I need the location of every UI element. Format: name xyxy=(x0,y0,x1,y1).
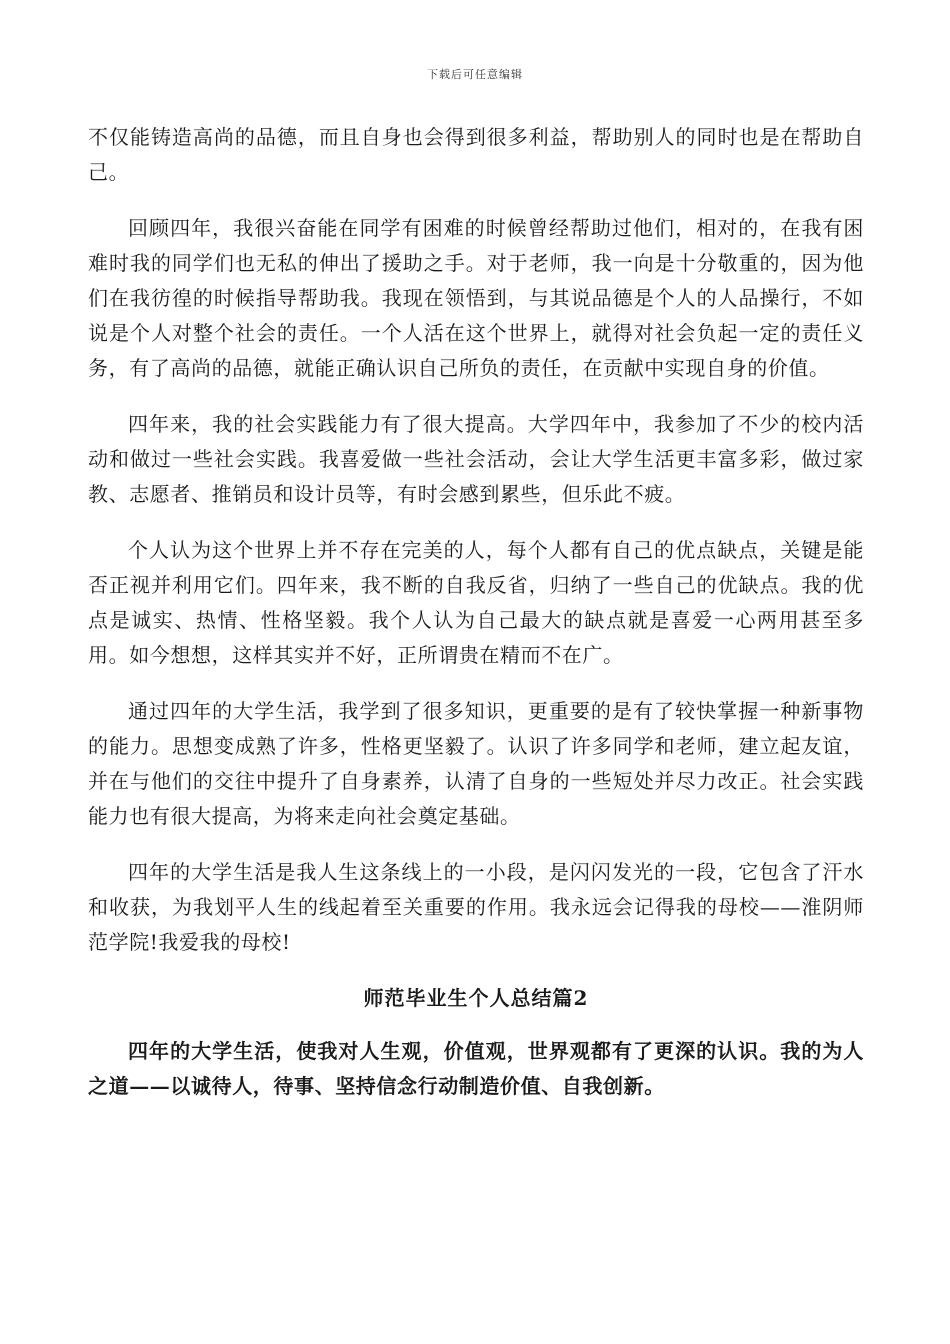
paragraph-alma-mater: 四年的大学生活是我人生这条线上的一小段，是闪闪发光的一段，它包含了汗水和收获，为我划平人生的线起着至关重要的作用。我永远会记得我的母校——淮阴师范学院!我爱我的母校! xyxy=(88,860,864,954)
paragraph-review: 回顾四年，我很兴奋能在同学有困难的时候曾经帮助过他们，相对的，在我有困难时我的同学们也无私的伸出了援助之手。对于老师，我一向是十分敬重的，因为他们在我彷徨的时候指导帮助我。我现在领悟到，与其说品德是个人的人品操行，不如说是个人对整个社会的责任。一个人活在这个世界上，就得对社会负起一定的责任义务，有了高尚的品德，就能正确认识自己所负的责任，在贡献中实现自身的价值。 xyxy=(88,216,864,380)
page-header: 下载后可任意编辑 xyxy=(427,68,523,81)
paragraph-knowledge: 通过四年的大学生活，我学到了很多知识，更重要的是有了较快掌握一种新事物的能力。思想变成熟了许多，性格更坚毅了。认识了许多同学和老师，建立起友谊，并在与他们的交往中提升了自身素养，认清了自身的一些短处并尽力改正。社会实践能力也有很大提高，为将来走向社会奠定基础。 xyxy=(88,699,864,828)
document-body xyxy=(88,120,864,1125)
section-lead-paragraph: 四年的大学生活，使我对人生观，价值观，世界观都有了更深的认识。我的为人之道——以诚待人，待事、坚持信念行动制造价值、自我创新。 xyxy=(88,1039,864,1098)
paragraph-continuation: 不仅能铸造高尚的品德，而且自身也会得到很多利益，帮助别人的同时也是在帮助自己。 xyxy=(88,125,864,184)
paragraph-social-practice: 四年来，我的社会实践能力有了很大提高。大学四年中，我参加了不少的校内活动和做过一些社会实践。我喜爱做一些社会活动，会让大学生活更丰富多彩，做过家教、志愿者、推销员和设计员等，有时会感到累些，但乐此不疲。 xyxy=(88,412,864,506)
paragraph-strengths-weaknesses: 个人认为这个世界上并不存在完美的人，每个人都有自己的优点缺点，关键是能否正视并利用它们。四年来，我不断的自我反省，归纳了一些自己的优缺点。我的优点是诚实、热情、性格坚毅。我个人认为自己最大的缺点就是喜爱一心两用甚至多用。如今想想，这样其实并不好，正所谓贵在精而不在广。 xyxy=(88,538,864,667)
section-title: 师范毕业生个人总结篇2 xyxy=(363,986,589,1010)
